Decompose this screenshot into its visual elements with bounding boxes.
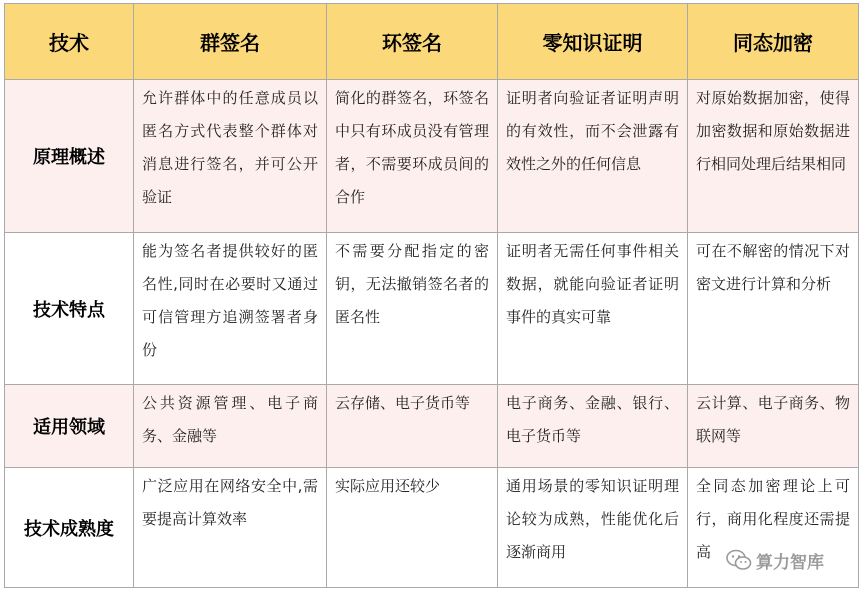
table-cell: 云存储、电子货币等 [327,385,498,468]
table-cell: 通用场景的零知识证明理论较为成熟，性能优化后逐渐商用 [498,468,688,588]
table-row [5,385,859,468]
header-homomorphic-encryption: 同态加密 [688,4,859,80]
table-cell: 允许群体中的任意成员以匿名方式代表整个群体对消息进行签名，并可公开验证 [134,80,327,233]
table-cell: 电子商务、金融、银行、电子货币等 [498,385,688,468]
row-label-features: 技术特点 [5,233,134,385]
watermark [726,545,824,575]
table-cell: 云计算、电子商务、物联网等 [688,385,859,468]
row-label-application: 适用领域 [5,385,134,468]
table-cell: 不需要分配指定的密钥，无法撤销签名者的匿名性 [327,233,498,385]
header-row [5,4,859,80]
table-cell: 对原始数据加密，使得加密数据和原始数据进行相同处理后结果相同 [688,80,859,233]
row-label-maturity: 技术成熟度 [5,468,134,588]
table-row [5,80,859,233]
table-cell: 证明者无需任何事件相关数据，就能向验证者证明事件的真实可靠 [498,233,688,385]
table-cell: 简化的群签名，环签名中只有环成员没有管理者，不需要环成员间的合作 [327,80,498,233]
header-zero-knowledge-proof: 零知识证明 [498,4,688,80]
header-tech: 技术 [5,4,134,80]
table-cell: 实际应用还较少 [327,468,498,588]
header-group-signature: 群签名 [134,4,327,80]
table-cell: 能为签名者提供较好的匿名性,同时在必要时又通过可信管理方追溯签署者身份 [134,233,327,385]
table-row [5,233,859,385]
table-cell: 可在不解密的情况下对密文进行计算和分析 [688,233,859,385]
watermark-text: 算力智库 [756,552,824,573]
row-label-principle: 原理概述 [5,80,134,233]
header-ring-signature: 环签名 [327,4,498,80]
comparison-table [4,3,859,588]
table-cell: 公共资源管理、电子商务、金融等 [134,385,327,468]
table-cell: 证明者向验证者证明声明的有效性，而不会泄露有效性之外的任何信息 [498,80,688,233]
table-cell: 全同态加密理论上可行，商用化程度还需提高 [688,468,859,588]
table-cell: 广泛应用在网络安全中,需要提高计算效率 [134,468,327,588]
wechat-icon [726,549,752,571]
